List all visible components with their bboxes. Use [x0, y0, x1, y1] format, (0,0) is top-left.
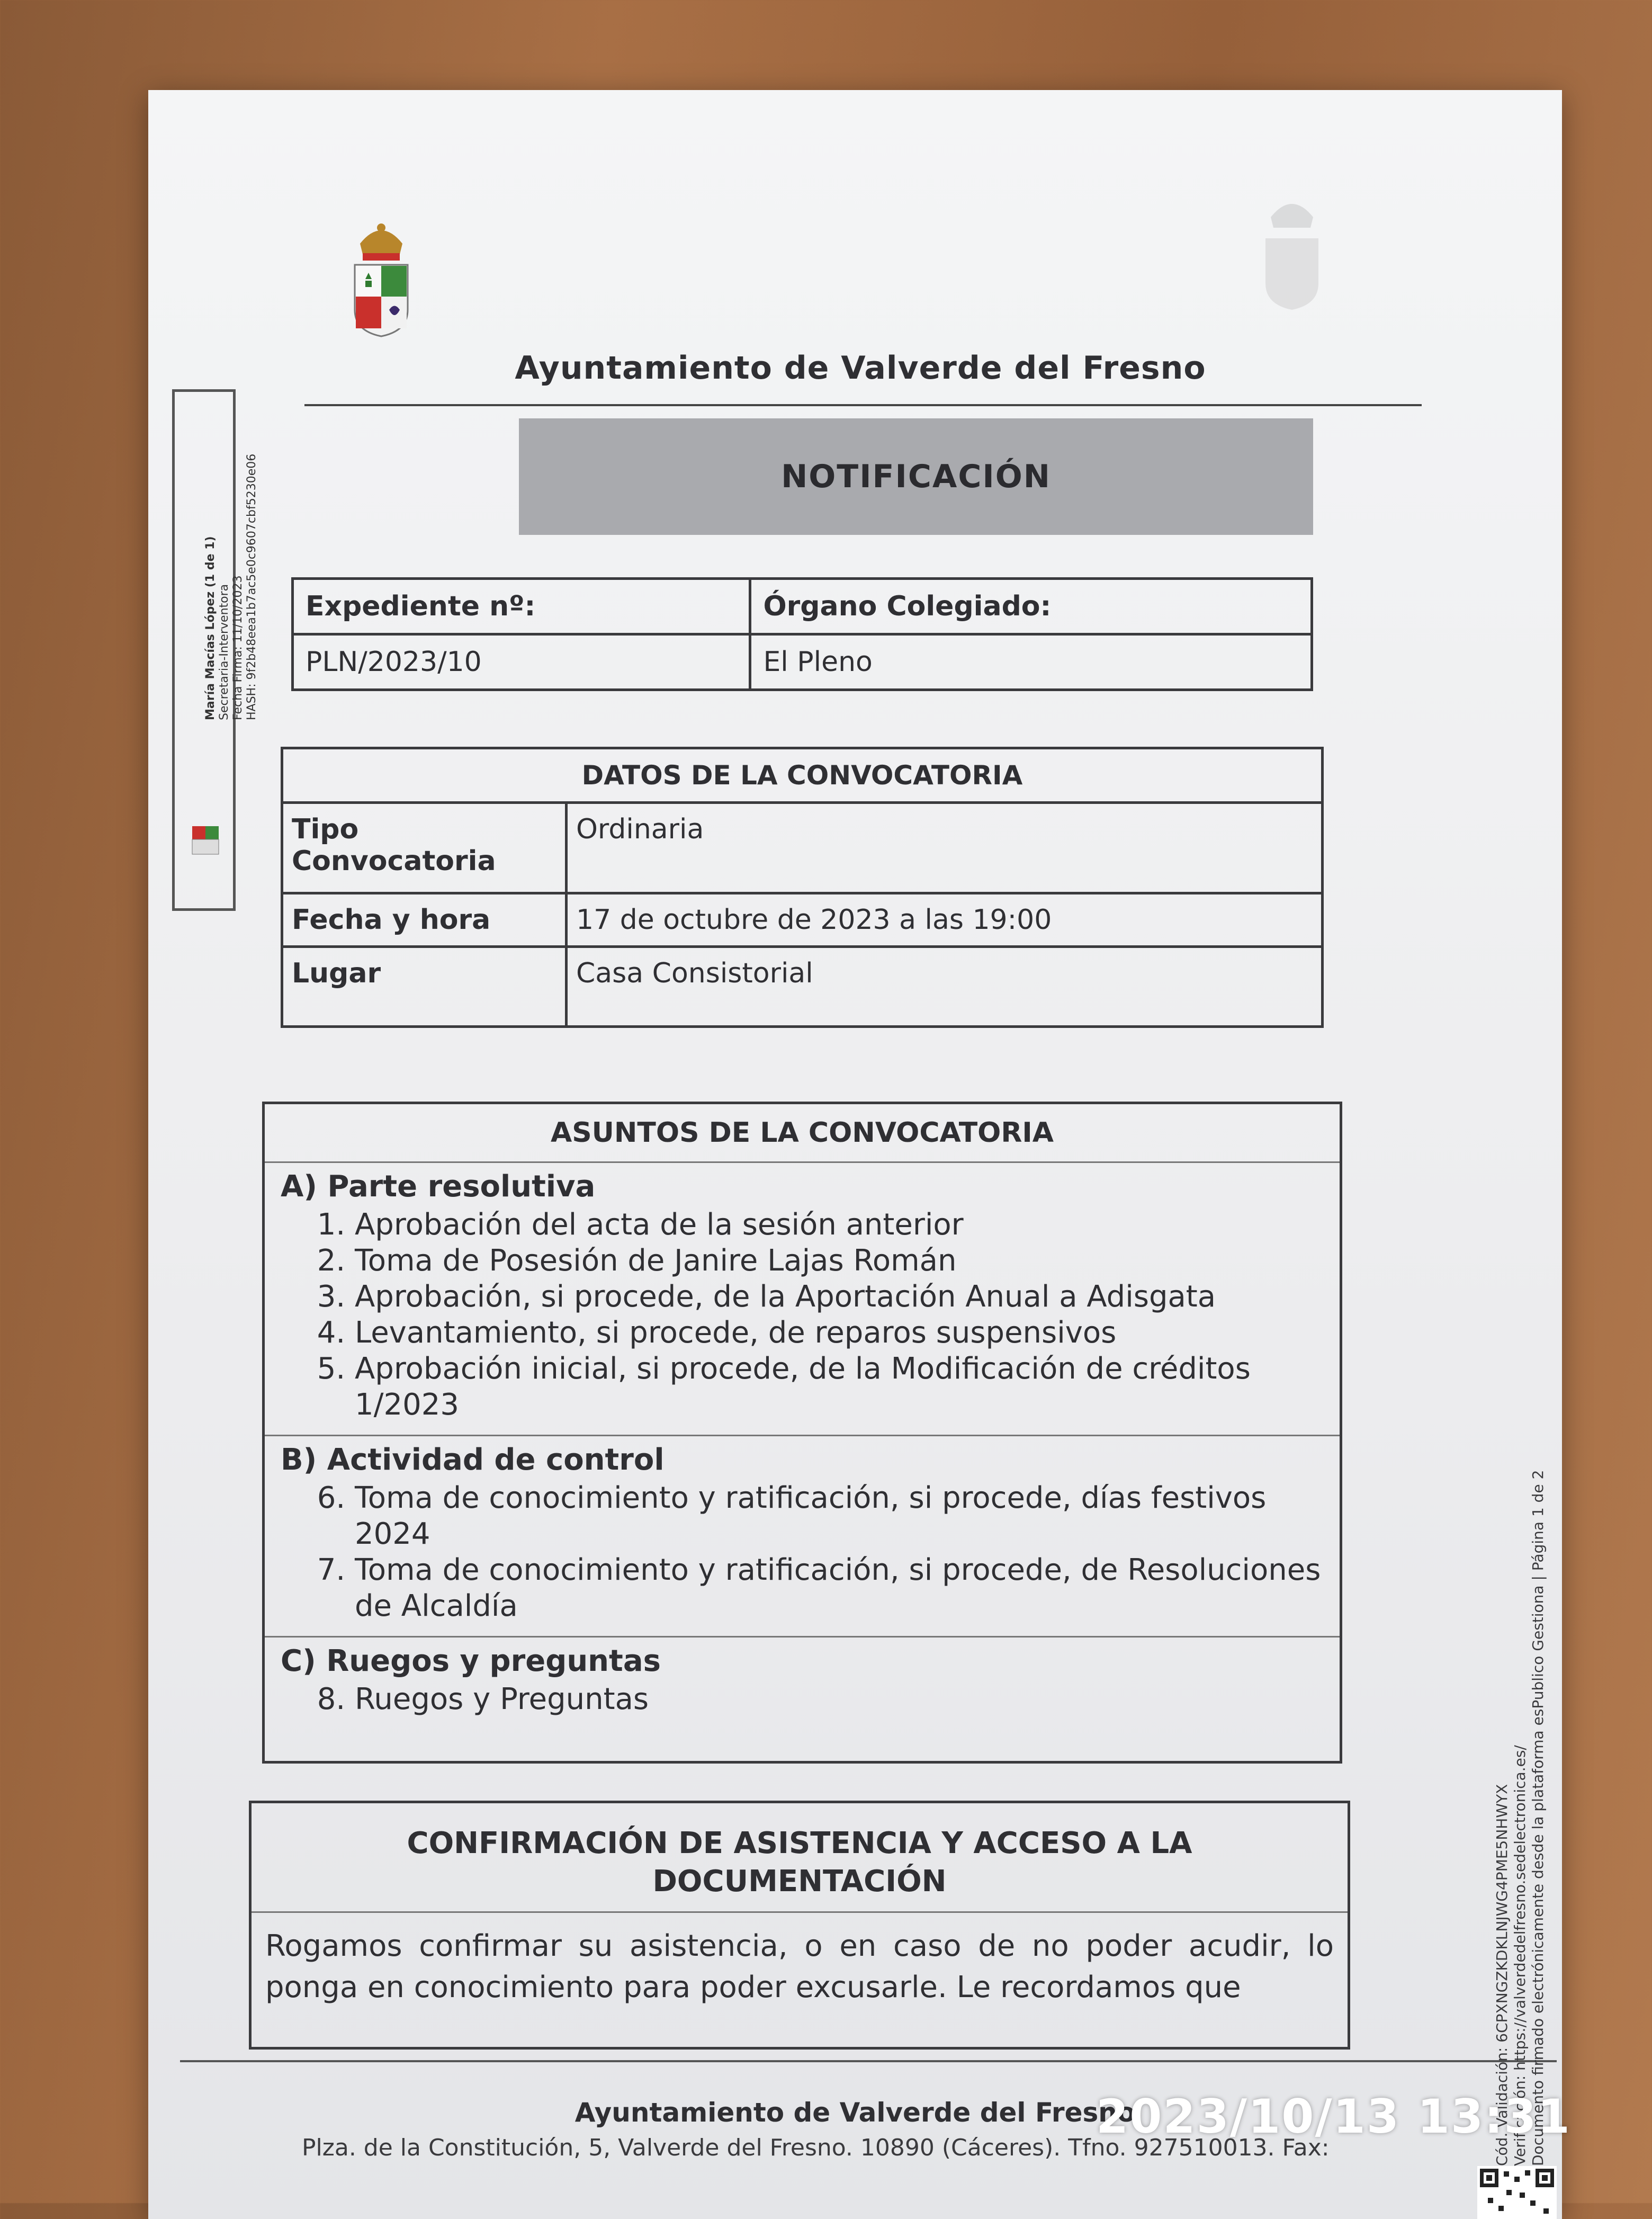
datos-value: 17 de octubre de 2023 a las 19:00: [567, 893, 1323, 947]
section-parte-resolutiva: [265, 1163, 1340, 1436]
organo-value: El Pleno: [750, 634, 1312, 690]
section-title: C) Ruegos y preguntas: [281, 1644, 661, 1678]
footer-address: Plza. de la Constitución, 5, Valverde del Fresno. 10890 (Cáceres). Tfno. 927510013. Fax:: [302, 2134, 1330, 2161]
validation-code: Cód. Validación: 6CPXNGZKDKLNJWG4PME5NHWYX: [1493, 1784, 1511, 2166]
footer-title: Ayuntamiento de Valverde del Fresno: [574, 2097, 1136, 2128]
datos-value: Ordinaria: [567, 803, 1323, 893]
signature-strip: [172, 389, 258, 911]
expediente-table: [291, 577, 1313, 691]
validation-url: Verificación: https://valverdedelfresno.sedelectronica.es/: [1511, 1745, 1529, 2166]
qr-code-icon: [1477, 2166, 1557, 2219]
sign-date: Fecha Firma: 11/10/2023: [231, 575, 245, 720]
datos-value: Casa Consistorial: [567, 947, 1323, 1027]
confirmacion-title: CONFIRMACIÓN DE ASISTENCIA Y ACCESO A LA DOCUMENTACIÓN: [252, 1803, 1348, 1913]
municipal-crest-icon: [344, 212, 418, 339]
section-title: A) Parte resolutiva: [281, 1169, 596, 1204]
table-row: [282, 947, 1323, 1027]
section-actividad-control: [265, 1436, 1340, 1638]
list-item: 5. Aprobación inicial, si procede, de la Modificación de créditos 1/2023: [355, 1351, 1324, 1423]
list-item: 8. Ruegos y Preguntas: [355, 1681, 1324, 1717]
small-crest-icon: [190, 821, 221, 858]
sign-hash: HASH: 9f2b48eea1b7ac5e0c9607cbf5230e06: [245, 453, 258, 720]
datos-title: DATOS DE LA CONVOCATORIA: [282, 748, 1323, 803]
datos-label: Fecha y hora: [282, 893, 567, 947]
title-divider: [304, 404, 1422, 406]
list-item: 7. Toma de conocimiento y ratificación, si procede, de Resoluciones de Alcaldía: [355, 1552, 1324, 1624]
list-item: 3. Aprobación, si procede, de la Aportación Anual a Adisgata: [355, 1279, 1324, 1315]
datos-label: Lugar: [282, 947, 567, 1027]
confirmacion-body: Rogamos confirmar su asistencia, o en caso de no poder acudir, lo ponga en conocimiento para poder excusarle. Le recordamos que: [265, 1929, 1334, 2005]
validation-text: [1493, 1414, 1547, 2166]
org-title: Ayuntamiento de Valverde del Fresno: [515, 350, 1206, 387]
list-item: 2. Toma de Posesión de Janire Lajas Román: [355, 1243, 1324, 1279]
document-page: [148, 90, 1562, 2219]
table-row: [282, 803, 1323, 893]
validation-signed: Documento firmado electrónicamente desde la plataforma esPublico Gestiona | Página 1 de 2: [1529, 1470, 1547, 2166]
list-item: 1. Aprobación del acta de la sesión anterior: [355, 1207, 1324, 1243]
footer-divider: [180, 2060, 1557, 2062]
datos-label: Tipo Convocatoria: [282, 803, 567, 893]
confirmacion-box: [249, 1801, 1350, 2050]
watermark-crest-icon: [1255, 185, 1329, 312]
list-item: 6. Toma de conocimiento y ratificación, si procede, días festivos 2024: [355, 1480, 1324, 1552]
section-title: B) Actividad de control: [281, 1443, 665, 1477]
organo-label: Órgano Colegiado:: [750, 579, 1312, 634]
expediente-value: PLN/2023/10: [293, 634, 750, 690]
signature-text: [204, 453, 259, 720]
doc-type-banner: NOTIFICACIÓN: [519, 418, 1313, 535]
expediente-label: Expediente nº:: [293, 579, 750, 634]
signer-role: Secretaria-Interventora: [218, 584, 231, 720]
datos-table: [281, 747, 1324, 1028]
asuntos-title: ASUNTOS DE LA CONVOCATORIA: [265, 1104, 1340, 1163]
list-item: 4. Levantamiento, si procede, de reparos suspensivos: [355, 1315, 1324, 1351]
camera-timestamp: 2023/10/13 13:31: [1096, 2089, 1571, 2144]
signer-name: María Macías López (1 de 1): [204, 536, 217, 720]
table-row: [282, 893, 1323, 947]
section-ruegos: [265, 1638, 1340, 1729]
asuntos-box: [262, 1102, 1342, 1764]
